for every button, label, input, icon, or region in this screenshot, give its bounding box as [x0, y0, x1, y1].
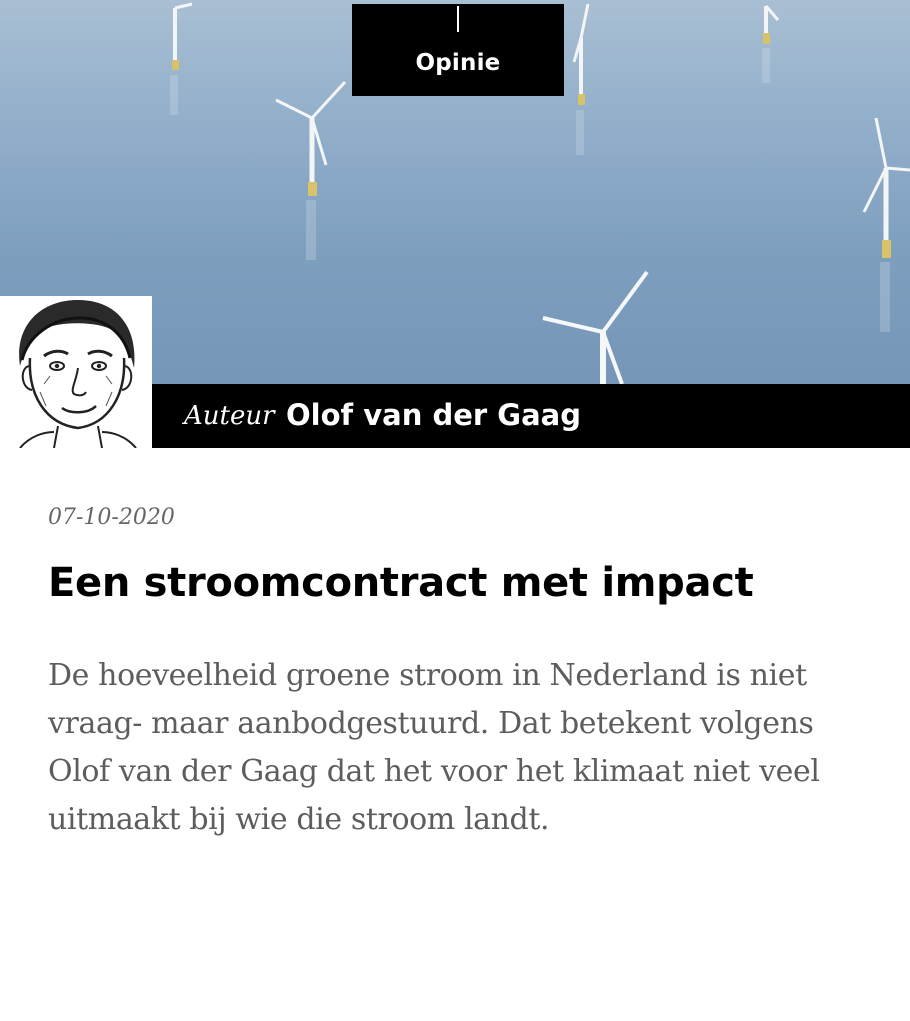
wind-turbine [172, 4, 192, 70]
author-role-label: Auteur [184, 401, 275, 431]
article-intro: De hoeveelheid groene stroom in Nederland is niet vraag- maar aanbodgestuurd. Dat betekent volgens Olof van der Gaag dat het voor het klimaat niet veel uitmaakt bij wie die stroom landt. [48, 658, 820, 837]
category-tag[interactable] [352, 4, 564, 96]
author-name-link[interactable]: Olof van der Gaag [286, 398, 581, 432]
author-portrait-drawing [0, 296, 152, 448]
author-avatar[interactable] [0, 296, 152, 448]
wind-turbine [276, 82, 345, 196]
author-bar [152, 384, 910, 448]
tag-marker-line [457, 6, 459, 32]
wind-turbine [543, 272, 647, 384]
wind-turbine [864, 118, 910, 258]
wind-turbine [763, 6, 778, 44]
category-label: Opinie [415, 50, 501, 76]
wind-turbine [574, 4, 588, 105]
article-title: Een stroomcontract met impact [48, 560, 754, 606]
publish-date: 07-10-2020 [48, 505, 175, 530]
